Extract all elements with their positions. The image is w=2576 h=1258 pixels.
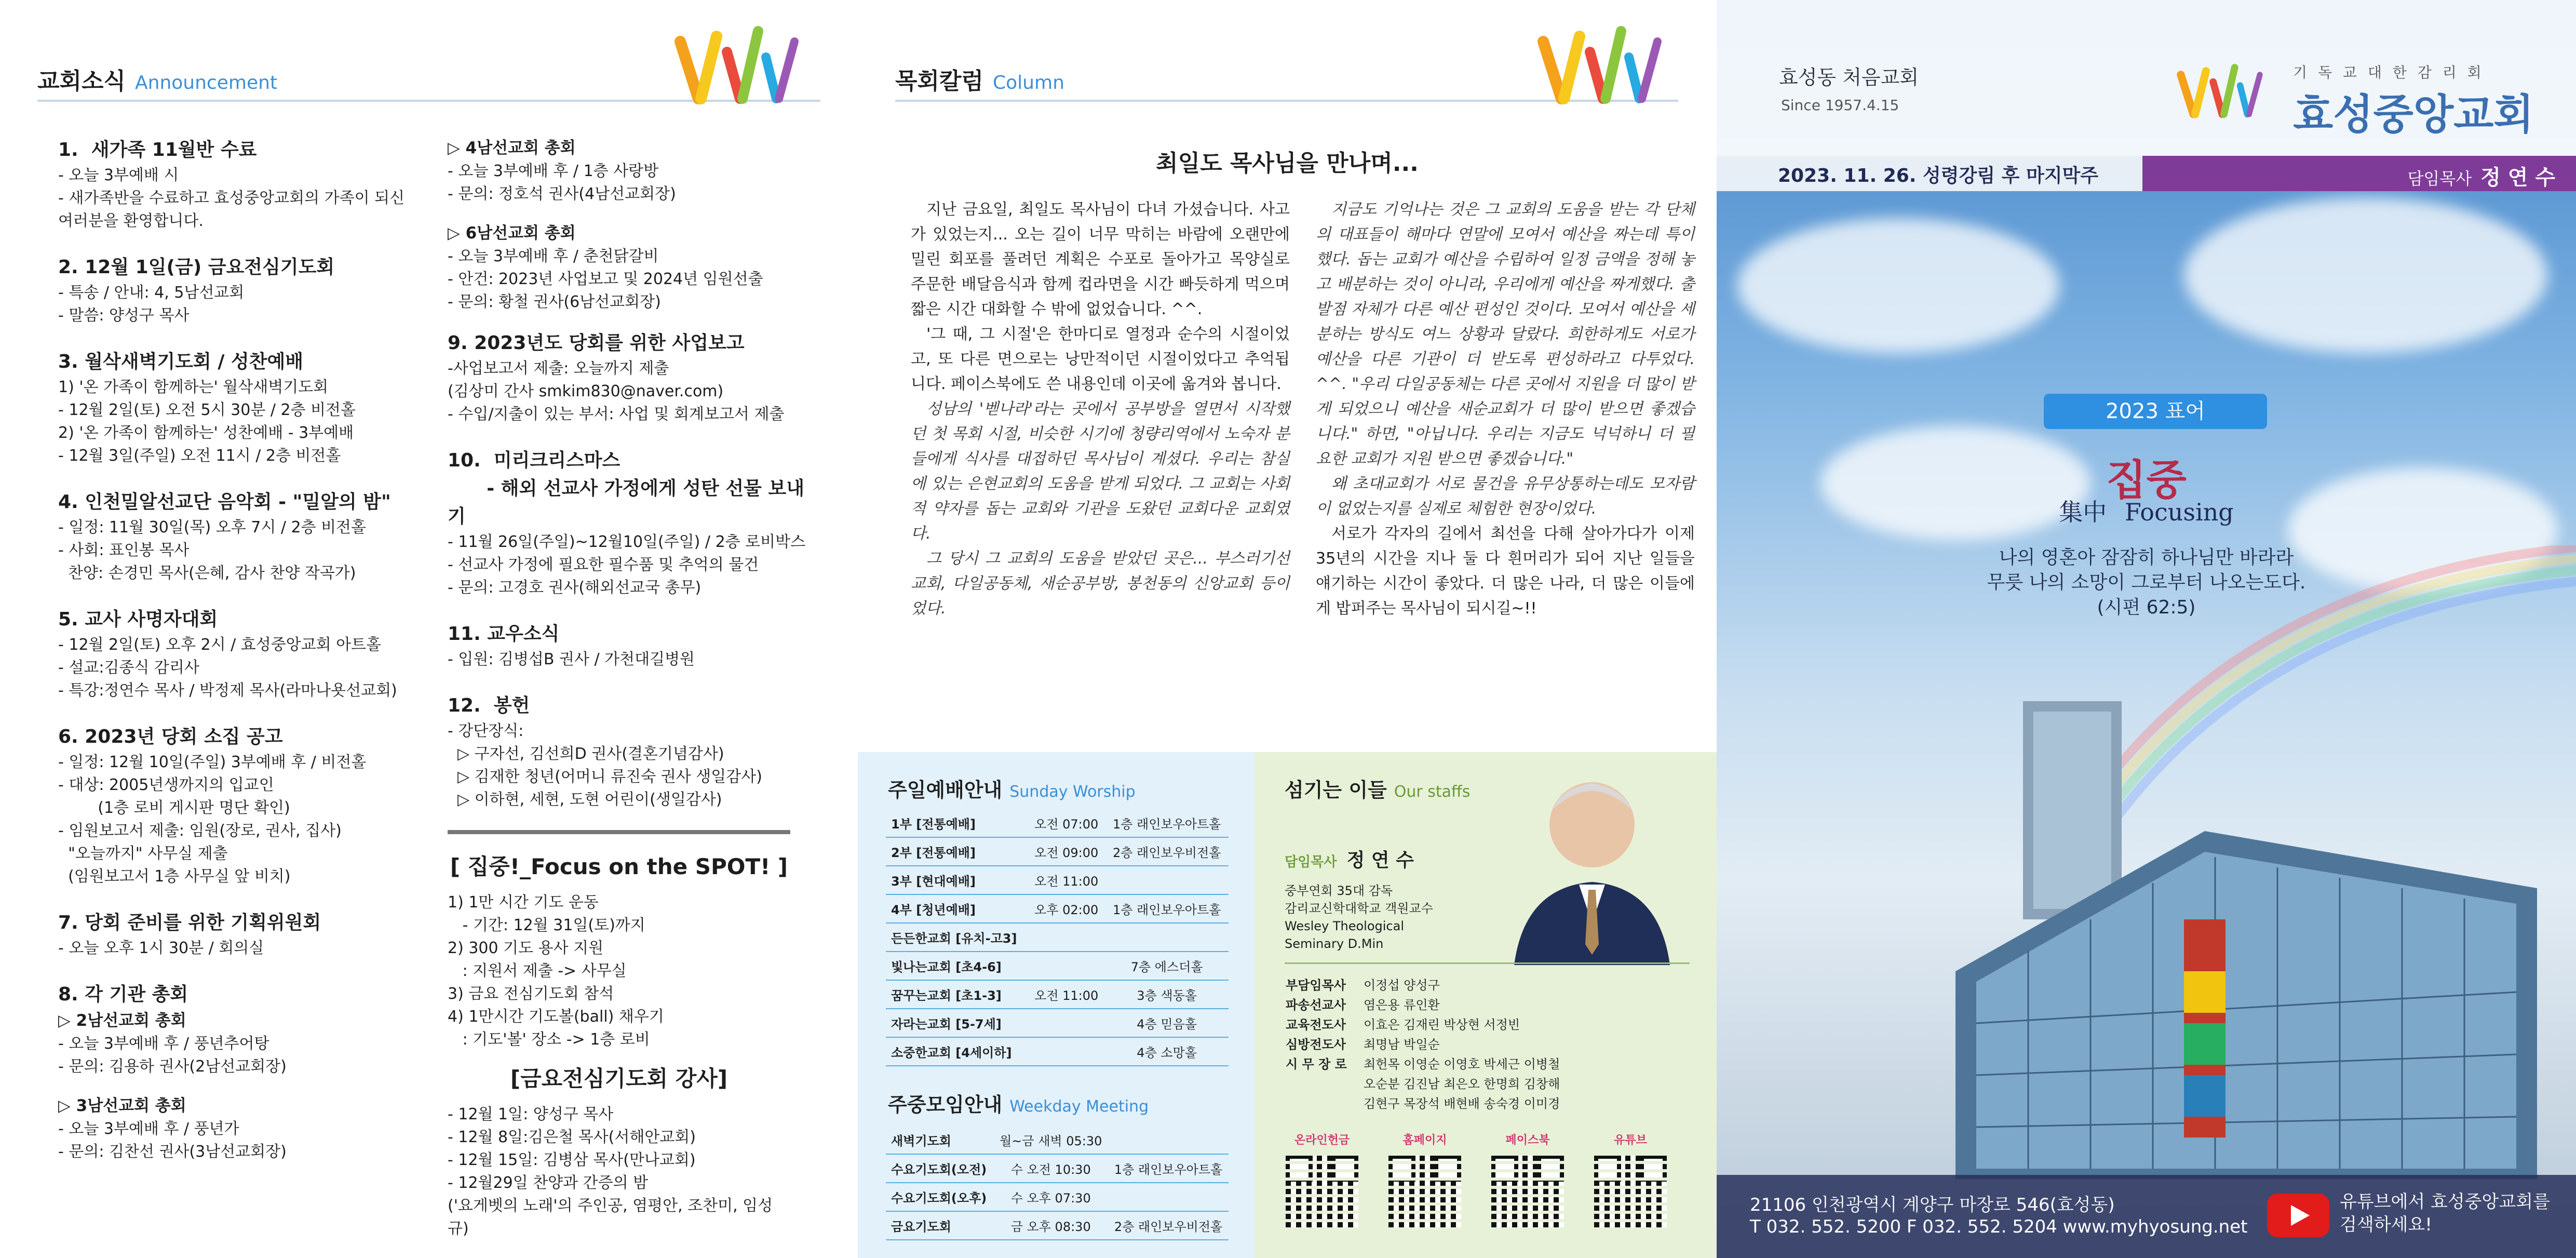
schedule-name: 자라는교회 [5-7세] [886, 1009, 1028, 1037]
announcement-line: (임원보고서 1층 사무실 앞 비치) [58, 867, 291, 886]
announcement-line: - 오늘 오후 1시 30분 / 회의실 [58, 939, 264, 957]
announcement-item [58, 606, 453, 702]
announcement-item-title: 7. 당회 준비를 위한 기획위원회 [58, 912, 321, 933]
schedule-name: 2부 [전통예배] [886, 837, 1028, 866]
friday-speakers-list [448, 1103, 790, 1240]
qr-label: 온라인헌금 [1294, 1134, 1350, 1147]
youtube-line: 유튜브에서 효성중앙교회를 [2340, 1192, 2550, 1212]
church-address: 21106 인천광역시 계양구 마장로 546(효성동) [1750, 1195, 2115, 1215]
motto-badge: 2023 표어 [2044, 394, 2267, 429]
announcement-line: 2) '온 가족이 함께하는' 성찬예배 - 3부예배 [58, 424, 354, 442]
staff-role-row [1286, 975, 1560, 995]
announcement-item [58, 253, 453, 327]
staff-names: 최명남 박일순 [1364, 1037, 1440, 1052]
focus-line: : 지원서 제출 -> 사무실 [448, 962, 627, 980]
announcement-line: - 수입/지출이 있는 부서: 사업 및 회계보고서 제출 [448, 405, 785, 423]
announcement-line: -사업보고서 제출: 오늘까지 제출 [448, 359, 669, 378]
church-contact: T 032. 552. 5200 F 032. 552. 5204 www.myhyosung.net [1750, 1216, 2248, 1237]
announcement-line: ▷ 구자선, 김선희D 권사(결혼기념감사) [448, 745, 724, 763]
pastor-bar [2142, 156, 2576, 191]
focus-line: 2) 300 기도 용사 지원 [448, 939, 604, 957]
announcement-item [448, 692, 811, 811]
schedule-name: 수요기도회(오후) [886, 1183, 993, 1211]
schedule-row [886, 980, 1229, 1009]
announcement-item [58, 981, 453, 1009]
schedule-row [886, 1037, 1229, 1066]
cover-footer [1717, 1175, 2576, 1258]
pastor-bio-line: 중부연회 35대 감독 [1285, 884, 1393, 898]
schedule-place: 4층 소망홀 [1105, 1037, 1229, 1066]
youtube-icon[interactable] [2267, 1194, 2329, 1237]
schedule-place: 2층 래인보우비전홀 [1105, 837, 1229, 866]
schedule-time: 오후 02:00 [1028, 894, 1105, 923]
announcement-line: (김상미 간사 smkim830@naver.com) [448, 382, 724, 400]
qr-block[interactable] [1594, 1131, 1667, 1227]
youtube-text [2340, 1190, 2550, 1236]
announcement-line: - 오늘 3부예배 시 [58, 166, 179, 184]
staff-names: 김현구 목장석 배현배 송숙경 이미경 [1364, 1096, 1560, 1111]
qr-block[interactable] [1491, 1131, 1564, 1227]
staff-role: 시 무 장 로 [1286, 1057, 1347, 1072]
pastor-bio-line: Wesley Theological [1285, 919, 1405, 933]
staffs-divider [1285, 962, 1690, 964]
friday-speaker-line: - 12월 8일:김은철 목사(서해안교회) [448, 1128, 696, 1146]
staff-role [1286, 1074, 1364, 1094]
announcement-line: - 문의: 황철 권사(6남선교회장) [448, 293, 661, 311]
schedule-time: 월~금 새벽 05:30 [993, 1126, 1108, 1154]
announcement-item-title: 10. 미리크리스마스 - 해외 선교사 가정에게 성탄 선물 보내기 [448, 450, 804, 527]
schedule-time [1028, 1009, 1105, 1037]
staff-role-row [1286, 1094, 1560, 1114]
focus-line: 4) 1만시간 기도볼(ball) 채우기 [448, 1008, 664, 1026]
schedule-time: 오전 09:00 [1028, 837, 1105, 866]
pastor-bio-line: 감리교신학대학교 객원교수 [1285, 901, 1433, 916]
announcement-line: - 안건: 2023년 사업보고 및 2024년 임원선출 [448, 270, 763, 288]
cover-pastor-name: 정 연 수 [2480, 166, 2555, 190]
schedule-row [886, 1126, 1229, 1154]
schedule-row [886, 923, 1229, 952]
weekday-table [886, 1126, 1229, 1240]
schedule-row [886, 894, 1229, 923]
friday-speaker-line: - 12월 15일: 김병삼 목사(만나교회) [448, 1151, 696, 1169]
announcement-line: - 설교:김종식 감리사 [58, 659, 199, 677]
cover-pastor [2407, 161, 2555, 191]
announcement-item [58, 488, 453, 585]
staff-role: 부담임목사 [1286, 978, 1346, 993]
announcement-line: - 문의: 정호석 권사(4남선교회장) [448, 185, 676, 203]
cloud [2184, 197, 2547, 353]
staff-role: 파송선교사 [1286, 998, 1346, 1012]
worship-title-en: Sunday Worship [1009, 783, 1136, 801]
schedule-place: 3층 색동홀 [1105, 980, 1229, 1009]
announcement-line: ▷ 김재한 청년(어머니 류진숙 권사 생일감사) [448, 768, 762, 786]
schedule-place: 4층 믿음홀 [1105, 1009, 1229, 1037]
announcement-item-title: 12. 봉헌 [448, 695, 530, 716]
schedule-time: 수 오전 10:30 [993, 1154, 1108, 1183]
announcement-line: - 일정: 12월 10일(주일) 3부예배 후 / 비전홀 [58, 753, 367, 771]
announcement-item-title: 11. 교우소식 [448, 623, 560, 645]
cover-panel [1717, 0, 2576, 1258]
schedule-time: 오전 11:00 [1028, 866, 1105, 894]
announcement-line: - 오늘 3부예배 후 / 1층 사랑방 [448, 162, 659, 180]
column-heading [895, 62, 1064, 96]
schedule-name: 꿈꾸는교회 [초1-3] [886, 980, 1028, 1009]
announcement-line: - 문의: 김찬선 권사(3남선교회장) [58, 1143, 287, 1161]
announcement-line: - 입원: 김병섭B 권사 / 가천대길병원 [448, 650, 695, 668]
focus-line: 3) 금요 전심기도회 참석 [448, 985, 614, 1003]
announcement-line: - 특송 / 안내: 4, 5남선교회 [58, 284, 245, 302]
schedule-time: 오전 11:00 [1028, 980, 1105, 1009]
column-paragraph: '그 때, 그 시절'은 한마디로 열정과 순수의 시절이었고, 또 다른 면으로는 낭만적이던 시절이었다고 추억됩니다. 페이스북에도 쓴 내용인데 이곳에 옮겨와 봅니다. [911, 325, 1290, 393]
column-article-title: 최일도 목사님을 만나며... [1156, 150, 1419, 177]
announcement-title: 교회소식 [37, 68, 126, 95]
motto-sub [1717, 493, 2576, 528]
schedule-row [886, 1154, 1229, 1183]
verse-line: 무릇 나의 소망이 그로부터 나오는도다. [1987, 572, 2306, 593]
bible-verse [1717, 545, 2576, 620]
worship-title-ko: 주일예배안내 [888, 779, 1003, 801]
announcement-line: 찬양: 손경민 목사(은혜, 감사 찬양 작곡가) [58, 564, 356, 582]
focus-line: - 기간: 12월 31일(토)까지 [448, 916, 645, 934]
qr-block[interactable] [1286, 1131, 1358, 1227]
announcement-item-title: 6. 2023년 당회 소집 공고 [58, 726, 283, 747]
schedule-time [1028, 952, 1105, 980]
staff-role-row [1286, 1074, 1560, 1094]
announcement-line: - 12월 3일(주일) 오전 11시 / 2층 비전홀 [58, 447, 341, 465]
qr-label: 홈페이지 [1402, 1134, 1447, 1147]
column-title-en: Column [993, 72, 1064, 93]
column-paragraph: 성남의 '벧나라'라는 곳에서 공부방을 열면서 시작했던 첫 목회 시절, 비슷한 시기에 청량리역에서 노숙자 분들에게 식사를 대접하던 목사님이 계셨다. 우리는 참실에 있는 은현교회의 도움을 받게 되었다. 그 교회는 사회적 약자를 돕는 교회와 기관을 도왔던 교회다운 교회였다. [911, 400, 1290, 543]
staffs-title [1285, 774, 1470, 802]
focus-line: : 기도'볼' 장소 -> 1층 로비 [448, 1031, 650, 1049]
column-panel [858, 0, 1717, 1258]
verse-line: (시편 62:5) [2097, 597, 2196, 618]
staff-role: 심방전도사 [1286, 1037, 1346, 1052]
friday-speakers-title: [금요전심기도회 강사] [510, 1066, 728, 1091]
focus-box [448, 830, 790, 1240]
cloud [1737, 218, 2059, 353]
announcement-title-en: Announcement [135, 72, 278, 93]
schedule-place: 1층 래인보우아트홀 [1108, 1154, 1229, 1183]
organization-meeting [58, 1009, 453, 1078]
weekday-title-en: Weekday Meeting [1009, 1098, 1149, 1116]
qr-codes [1286, 1131, 1667, 1227]
schedule-row [886, 1183, 1229, 1211]
column-paragraph: 지금도 기억나는 것은 그 교회의 도움을 받는 각 단체의 대표들이 해마다 연말에 모여서 예산을 짜는데 특이했다. 돕는 교회가 예산을 수립하여 일정 금액을 정해 놓고 배분하는 것이 아니라, 우리에게 예산을 짜게했다. 출발점 자체가 다른 예산 편성인 것이다. 모여서 예산을 세분하는 방식도 여느 상황과 달랐다. 희한하게도 서로가 예산을 다른 기관이 더 받도록 편성하라고 다투었다. ^^. "우리 다일공동체는 다른 곳에서 지원을 더 많이 받게 되었으니 예산을 새순교회가 더 많이 받으면 좋겠습니다." 하면, "아닙니다. 우리는 지금도 넉넉하니 더 필요한 교회가 지원 받으면 좋겠습니다." [1316, 200, 1695, 468]
schedule-row [886, 809, 1229, 837]
staff-role-row [1286, 995, 1560, 1015]
announcement-line: - 문의: 고경호 권사(해외선교국 총무) [448, 579, 702, 597]
schedule-name: 4부 [청년예배] [886, 894, 1028, 923]
schedule-row [886, 952, 1229, 980]
youtube-line: 검색하세요! [2340, 1214, 2432, 1235]
announcement-line: - 문의: 김용하 권사(2남선교회장) [58, 1058, 287, 1076]
staff-role-row [1286, 1015, 1560, 1035]
column-text-right [1316, 197, 1695, 621]
friday-speaker-line: - 12월29일 찬양과 간증의 밤 [448, 1174, 649, 1192]
announcement-line: - 새가족반을 수료하고 효성중앙교회의 가족이 되신 [58, 189, 405, 207]
schedule-time: 수 오후 07:30 [993, 1183, 1108, 1211]
schedule-time: 오전 07:00 [1028, 809, 1105, 837]
focus-title: [ 집중!_Focus on the SPOT! ] [450, 854, 788, 879]
schedule-time: 금 오후 08:30 [993, 1211, 1108, 1240]
announcement-line: - 일정: 11월 30일(목) 오후 7시 / 2층 비전홀 [58, 518, 367, 537]
schedule-time [1028, 1037, 1105, 1066]
announcement-item-title: 5. 교사 사명자대회 [58, 609, 218, 630]
staff-names: 최헌목 이영순 이영호 박세근 이병철 [1364, 1057, 1560, 1072]
qr-code-icon [1491, 1155, 1564, 1227]
schedule-name: 3부 [현대예배] [886, 866, 1028, 894]
schedule-place: 2층 래인보우비전홀 [1108, 1211, 1229, 1240]
organization-meeting-title: ▷ 2남선교회 총회 [58, 1011, 186, 1030]
church-logo-icon [670, 21, 805, 109]
organization-meeting [448, 136, 811, 206]
announcement-line: - 오늘 3부예배 후 / 풍년가 [58, 1120, 239, 1138]
schedule-name: 빛나는교회 [초4-6] [886, 952, 1028, 980]
staffs-title-ko: 섬기는 이들 [1285, 779, 1387, 801]
focus-divider [448, 830, 790, 834]
qr-label: 유튜브 [1614, 1134, 1647, 1147]
pastor-name: 정 연 수 [1346, 850, 1414, 871]
announcement-item-title: 1. 새가족 11월반 수료 [58, 139, 257, 160]
schedule-place [1105, 923, 1229, 952]
pastor-photo [1493, 768, 1680, 965]
announcement-item [58, 909, 453, 960]
church-logo-icon [2174, 52, 2267, 130]
schedule-place: 1층 래인보우아트홀 [1105, 809, 1229, 837]
denomination: 기 독 교 대 한 감 리 회 [2293, 64, 2485, 81]
worship-title [888, 774, 1136, 802]
announcement-line: - 오늘 3부예배 후 / 춘천닭갈비 [448, 247, 659, 265]
column-text-left [911, 197, 1290, 621]
announcement-item [58, 723, 453, 888]
organization-meeting [58, 1094, 453, 1163]
worship-box [858, 752, 1255, 1258]
announcement-line: - 12월 2일(토) 오전 5시 30분 / 2층 비전홀 [58, 401, 356, 419]
staff-names: 이정섭 양성구 [1364, 978, 1440, 993]
focus-list [448, 891, 790, 1051]
announcement-line: - 임원보고서 제출: 임원(장로, 권사, 집사) [58, 822, 342, 840]
church-building-icon [1872, 701, 2547, 1179]
announcement-item [58, 348, 453, 467]
motto-english: Focusing [2124, 498, 2234, 526]
organization-meeting-title: ▷ 4남선교회 총회 [448, 139, 576, 157]
staff-names: 오순분 김진남 최은오 한명희 김창해 [1364, 1077, 1560, 1091]
pastor-bio-line: Seminary D.Min [1285, 936, 1384, 951]
pastor-role: 담임목사 [1285, 854, 1337, 870]
motto-hanja: 集中 [2059, 498, 2107, 526]
schedule-place [1108, 1183, 1229, 1211]
friday-speaker-line: - 12월 1일: 양성구 목사 [448, 1105, 614, 1123]
announcement-line: (1층 로비 게시판 명단 확인) [58, 799, 290, 817]
church-name: 효성중앙교회 [2293, 90, 2534, 139]
column-paragraph: 서로가 각자의 길에서 최선을 다해 살아가다가 이제 35년의 시간을 지나 둘 다 흰머리가 되어 지난 일들을 얘기하는 시간이 좋았다. 더 많은 나라, 더 많은 이들에게 밥퍼주는 목사님이 되시길~!! [1316, 525, 1695, 618]
schedule-name: 1부 [전통예배] [886, 809, 1028, 837]
schedule-place [1108, 1126, 1229, 1154]
qr-label: 페이스북 [1505, 1134, 1550, 1147]
announcement-panel [0, 0, 858, 1258]
qr-code-icon [1388, 1155, 1461, 1227]
column-paragraph: 왜 초대교회가 서로 물건을 유무상통하는데도 모자람이 없었는지를 실제로 체험한 현장이었다. [1316, 475, 1695, 518]
cover-pastor-label: 담임목사 [2407, 169, 2472, 189]
since-date: Since 1957.4.15 [1781, 97, 1899, 114]
staff-roles [1286, 975, 1560, 1114]
schedule-row [886, 1211, 1229, 1240]
announcement-line: 1) '온 가족이 함께하는' 월삭새벽기도회 [58, 378, 329, 396]
qr-code-icon [1286, 1155, 1358, 1227]
staff-role-row [1286, 1035, 1560, 1054]
announcement-line: - 11월 26일(주일)~12월10일(주일) / 2층 로비박스 [448, 533, 806, 551]
announcement-column-1 [58, 136, 453, 1179]
announcement-item [448, 329, 811, 426]
service-date: 2023. 11. 26. 성령강림 후 마지막주 [1778, 165, 2099, 186]
schedule-place [1105, 866, 1229, 894]
announcement-item-title: 4. 인천밀알선교단 음악회 - "밀알의 밤" [58, 491, 391, 513]
staff-role [1286, 1094, 1364, 1114]
announcement-line: - 대상: 2005년생까지의 입교인 [58, 776, 274, 794]
pastor-heading [1285, 846, 1414, 872]
announcement-line: - 특강:정연수 목사 / 박정제 목사(라마나욧선교회) [58, 681, 397, 700]
staff-role: 교육전도사 [1286, 1018, 1346, 1032]
announcement-item-title: 8. 각 기관 총회 [58, 984, 188, 1005]
worship-table [886, 809, 1229, 1066]
announcement-item-title: 9. 2023년도 당회를 위한 사업보고 [448, 332, 745, 354]
announcement-line: - 사회: 표인봉 목사 [58, 541, 190, 559]
church-subtitle: 효성동 처음교회 [1779, 66, 1919, 89]
schedule-time [1028, 923, 1105, 952]
date-bar [1717, 156, 2142, 191]
verse-line: 나의 영혼아 잠잠히 하나님만 바라라 [1999, 547, 2294, 568]
announcement-line: - 강단장식: [448, 722, 524, 740]
pastor-bio [1285, 882, 1433, 953]
focus-line: 1) 1만 시간 기도 운동 [448, 893, 599, 912]
schedule-place: 1층 래인보우아트홀 [1105, 894, 1229, 923]
column-paragraph: 그 당시 그 교회의 도움을 받았던 곳은... 부스러기선교회, 다일공동체, 새순공부방, 봉천동의 신앙교회 등이었다. [911, 550, 1290, 618]
schedule-name: 든든한교회 [유치-고3] [886, 923, 1028, 952]
weekday-title-ko: 주중모임안내 [888, 1093, 1003, 1116]
schedule-name: 수요기도회(오전) [886, 1154, 993, 1183]
announcement-line: 여러분을 환영합니다. [58, 212, 204, 230]
organization-meeting [448, 221, 811, 314]
announcement-line: - 말씀: 양성구 목사 [58, 306, 190, 325]
organization-meeting-title: ▷ 6남선교회 총회 [448, 224, 576, 243]
announcement-item-title: 2. 12월 1일(금) 금요전심기도회 [58, 257, 335, 278]
schedule-place: 7층 에스더홀 [1105, 952, 1229, 980]
announcement-item [448, 620, 811, 671]
staffs-box [1255, 752, 1717, 1258]
weekday-title [888, 1089, 1149, 1117]
schedule-name: 새벽기도회 [886, 1126, 993, 1154]
announcement-heading [37, 62, 277, 96]
staff-role-row [1286, 1054, 1560, 1074]
motto-korean: 집중 [2106, 456, 2187, 504]
announcement-item [58, 136, 453, 233]
announcement-item-title: 3. 월삭새벽기도회 / 성찬예배 [58, 351, 304, 372]
announcement-line: "오늘까지" 사무실 제출 [58, 845, 228, 863]
schedule-row [886, 1009, 1229, 1037]
church-logo-icon [1533, 21, 1668, 109]
schedule-row [886, 837, 1229, 866]
schedule-name: 소중한교회 [4세이하] [886, 1037, 1028, 1066]
staffs-title-en: Our staffs [1394, 783, 1471, 801]
schedule-row [886, 866, 1229, 894]
organization-meeting-title: ▷ 3남선교회 총회 [58, 1096, 186, 1115]
schedule-name: 금요기도회 [886, 1211, 993, 1240]
announcement-column-2 [448, 136, 811, 832]
staff-names: 이효은 김재린 박상현 서정빈 [1364, 1018, 1520, 1032]
column-title: 목회칼럼 [895, 68, 984, 95]
announcement-line: - 오늘 3부예배 후 / 풍년추어탕 [58, 1035, 269, 1053]
qr-code-icon [1594, 1155, 1667, 1227]
announcement-item [448, 447, 811, 599]
column-paragraph: 지난 금요일, 최일도 목사님이 다녀 가셨습니다. 사고가 있었는지... 오는 길이 너무 막히는 바람에 오랜만에 밀린 회포를 풀려던 계획은 수포로 돌아가고 목양실로 주문한 배달음식과 함께 컵라면을 시간 빠듯하게 먹으며 짧은 시간 대화할 수 밖에 없었습니다. ^^. [911, 200, 1290, 318]
announcement-line: - 12월 2일(토) 오후 2시 / 효성중앙교회 아트홀 [58, 636, 382, 654]
announcement-line: ▷ 이하현, 세현, 도현 어린이(생일감사) [448, 791, 722, 809]
friday-speaker-line: ('요게벳의 노래'의 주인공, 염평안, 조찬미, 임성규) [448, 1197, 773, 1238]
qr-block[interactable] [1388, 1131, 1461, 1227]
staff-names: 염은용 류인환 [1364, 998, 1440, 1012]
announcement-line: - 선교사 가정에 필요한 필수품 및 추억의 물건 [448, 556, 759, 574]
